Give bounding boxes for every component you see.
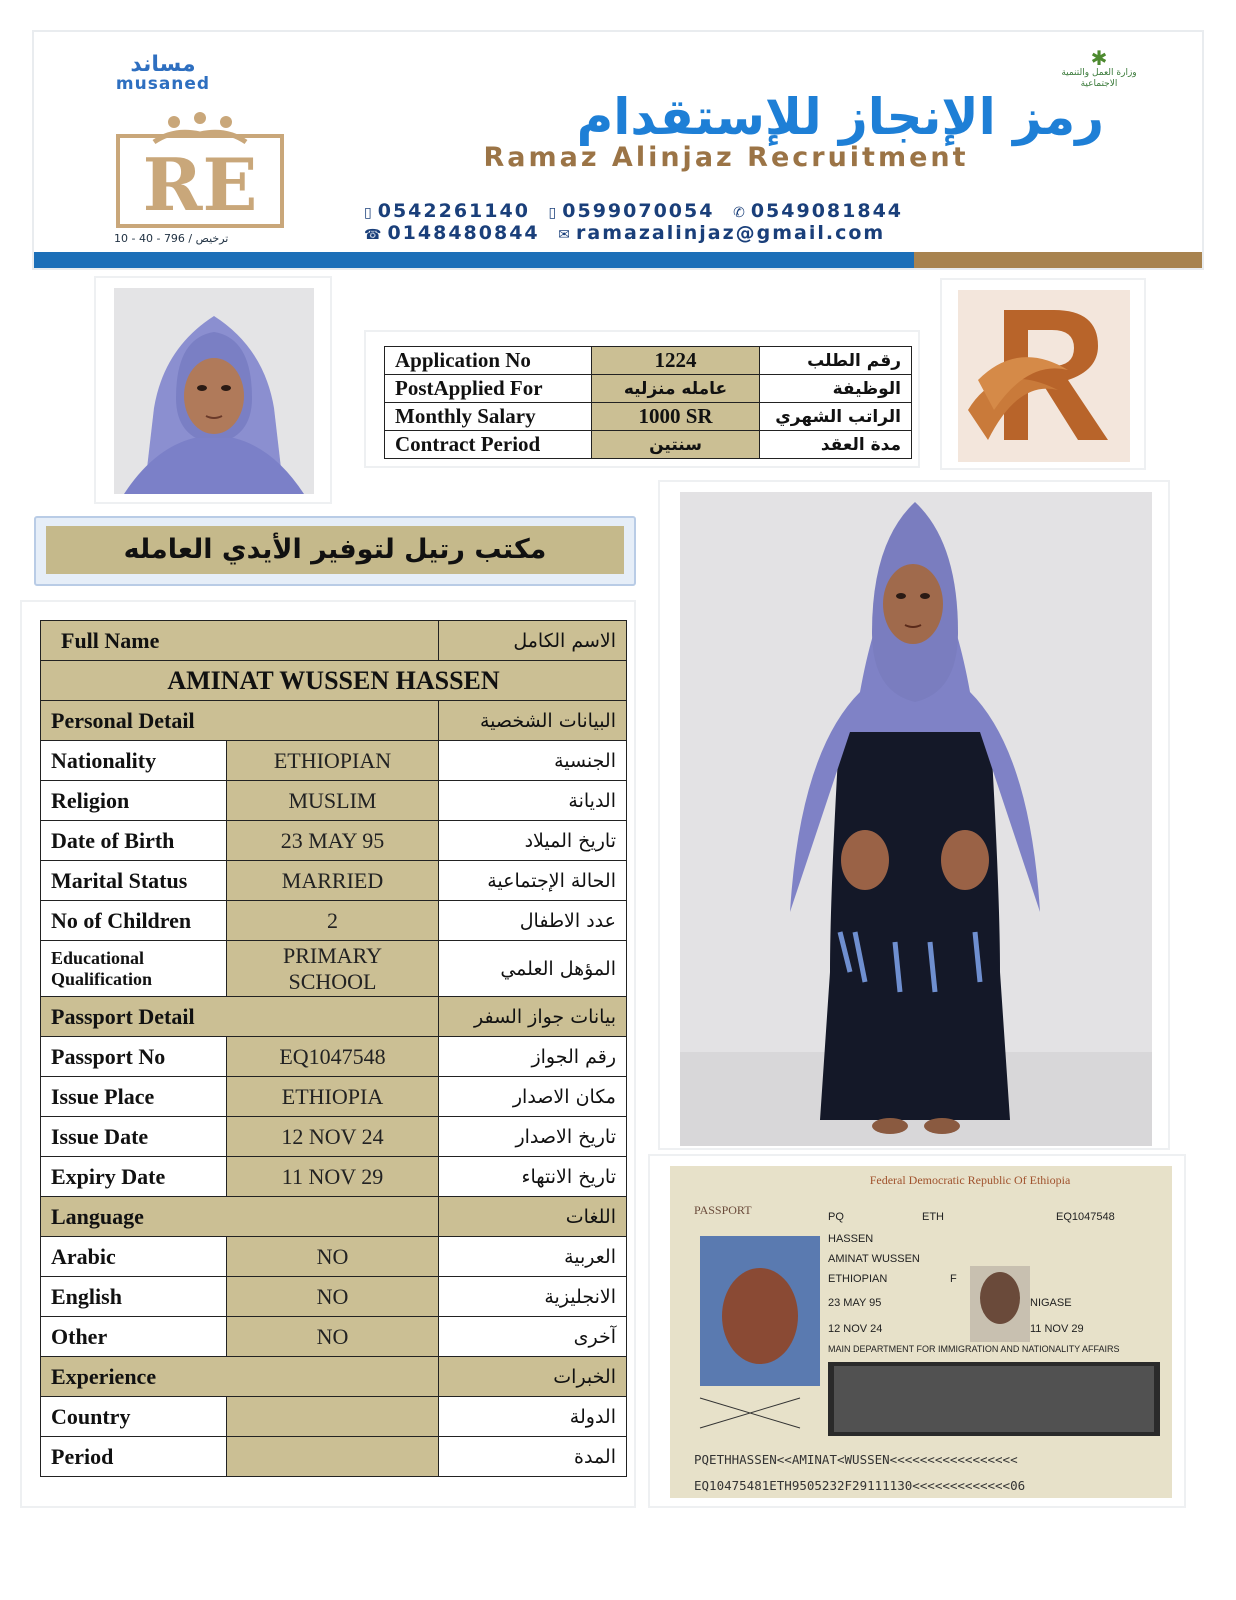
period-label: Period xyxy=(41,1437,227,1477)
marital-status-label-ar: الحالة الإجتماعية xyxy=(439,861,627,901)
company-name-en: Ramaz Alinjaz Recruitment xyxy=(483,142,969,173)
english-value: NO xyxy=(227,1277,439,1317)
period-label-ar: المدة xyxy=(439,1437,627,1477)
header-banner xyxy=(32,30,1204,270)
table-row xyxy=(41,1237,627,1277)
table-row xyxy=(41,1037,627,1077)
country-label: Country xyxy=(41,1397,227,1437)
full-name-label-ar: الاسم الكامل xyxy=(439,621,627,661)
banner-blue-bar xyxy=(34,252,914,268)
banner-tan-bar xyxy=(914,252,1202,268)
nationality-value: ETHIOPIAN xyxy=(227,741,439,781)
phone-numbers xyxy=(354,200,1104,222)
education-label xyxy=(41,941,227,997)
nationality-label-ar: الجنسية xyxy=(439,741,627,781)
issue-place-label-ar: مكان الاصدار xyxy=(439,1077,627,1117)
passport-mrz-line2: EQ10475481ETH9505232F29111130<<<<<<<<<<<<<06 xyxy=(694,1478,1026,1493)
issue-date-label-ar: تاريخ الاصدار xyxy=(439,1117,627,1157)
passport-scan-frame xyxy=(648,1154,1186,1508)
issue-place-label: Issue Place xyxy=(41,1077,227,1117)
passport-place-of-birth: NIGASE xyxy=(1030,1297,1072,1309)
email-icon: ✉ xyxy=(558,227,573,243)
passport-country-code: ETH xyxy=(922,1211,944,1223)
personal-detail-label: Personal Detail xyxy=(41,701,439,741)
passport-surname: HASSEN xyxy=(828,1233,874,1245)
ministry-name: وزارة العمل والتنمية الاجتماعية xyxy=(1061,68,1137,89)
religion-value: MUSLIM xyxy=(227,781,439,821)
period-value xyxy=(227,1437,439,1477)
contract-period-label-ar: مدة العقد xyxy=(760,431,912,459)
language-header xyxy=(41,1197,627,1237)
table-row xyxy=(41,1277,627,1317)
passport-number: EQ1047548 xyxy=(1056,1211,1115,1223)
passport-issue: 12 NOV 24 xyxy=(828,1323,883,1335)
monthly-salary-label-ar: الراتب الشهري xyxy=(760,403,912,431)
experience-label-ar: الخبرات xyxy=(439,1357,627,1397)
experience-header xyxy=(41,1357,627,1397)
company-name-ar: رمز الإنجاز للإستقدام xyxy=(576,88,1104,146)
table-row xyxy=(41,861,627,901)
table-row xyxy=(41,941,627,997)
mobile-icon: ▯ xyxy=(364,205,374,221)
table-row xyxy=(41,741,627,781)
children-label: No of Children xyxy=(41,901,227,941)
marital-status-label: Marital Status xyxy=(41,861,227,901)
education-value-line2: SCHOOL xyxy=(288,968,377,994)
passport-no-label: Passport No xyxy=(41,1037,227,1077)
table-row xyxy=(41,901,627,941)
table-row xyxy=(41,1117,627,1157)
application-info-box xyxy=(364,330,920,468)
passport-detail-label-ar: بيانات جواز السفر xyxy=(439,997,627,1037)
education-label-ar: المؤهل العلمي xyxy=(439,941,627,997)
re-logo-letters: RE xyxy=(142,142,258,227)
education-label-line2: Qualification xyxy=(51,968,153,989)
application-no-value: 1224 xyxy=(592,347,760,375)
telephone-icon: ☎ xyxy=(364,227,384,243)
english-label: English xyxy=(41,1277,227,1317)
passport-scan xyxy=(670,1166,1172,1498)
office-title: مكتب رتيل لتوفير الأيدي العامله xyxy=(46,526,624,574)
passport-nationality: ETHIOPIAN xyxy=(828,1273,888,1285)
palm-icon: ✱ xyxy=(1090,46,1108,70)
portrait-photo-frame xyxy=(94,276,332,504)
english-label-ar: الانجليزية xyxy=(439,1277,627,1317)
phone-2: 0599070054 xyxy=(562,200,715,222)
arabic-label: Arabic xyxy=(41,1237,227,1277)
musaned-logo-ar: مساند xyxy=(130,52,196,77)
ministry-logo xyxy=(1044,48,1154,90)
education-label-line1: Educational xyxy=(51,947,145,968)
expiry-date-value: 11 NOV 29 xyxy=(227,1157,439,1197)
full-name-header-row xyxy=(41,621,627,661)
post-applied-label: PostApplied For xyxy=(385,375,592,403)
arabic-value: NO xyxy=(227,1237,439,1277)
passport-no-value: EQ1047548 xyxy=(227,1037,439,1077)
table-row xyxy=(385,375,912,403)
contract-period-value: سنتين xyxy=(592,431,760,459)
issue-place-value: ETHIOPIA xyxy=(227,1077,439,1117)
passport-expiry: 11 NOV 29 xyxy=(1030,1323,1084,1335)
full-name-row xyxy=(41,661,627,701)
nationality-label: Nationality xyxy=(41,741,227,781)
application-no-label: Application No xyxy=(385,347,592,375)
table-row xyxy=(41,1317,627,1357)
issue-date-value: 12 NOV 24 xyxy=(227,1117,439,1157)
date-of-birth-label: Date of Birth xyxy=(41,821,227,861)
issue-date-label: Issue Date xyxy=(41,1117,227,1157)
office-banner xyxy=(34,516,636,586)
application-table xyxy=(384,346,912,459)
table-row xyxy=(41,1397,627,1437)
passport-given-names: AMINAT WUSSEN xyxy=(828,1253,920,1265)
mobile-icon: ▯ xyxy=(548,205,559,221)
worker-details-box xyxy=(20,600,636,1508)
musaned-logo xyxy=(98,54,228,93)
re-logo xyxy=(114,112,286,228)
landline: 0148480844 xyxy=(387,222,540,244)
table-row xyxy=(385,403,912,431)
application-no-label-ar: رقم الطلب xyxy=(760,347,912,375)
table-row xyxy=(385,431,912,459)
full-name-label: Full Name xyxy=(41,621,439,661)
education-value-line1: PRIMARY xyxy=(282,943,383,969)
license-number: ترخيص / 796 - 40 - 10 xyxy=(114,232,229,245)
personal-detail-label-ar: البيانات الشخصية xyxy=(439,701,627,741)
other-language-label: Other xyxy=(41,1317,227,1357)
musaned-logo-en: musaned xyxy=(115,74,211,94)
date-of-birth-label-ar: تاريخ الميلاد xyxy=(439,821,627,861)
passport-type: PQ xyxy=(828,1211,844,1223)
religion-label: Religion xyxy=(41,781,227,821)
passport-sex: F xyxy=(950,1273,957,1285)
passport-label: PASSPORT xyxy=(694,1203,752,1217)
passport-detail-label: Passport Detail xyxy=(41,997,439,1037)
table-row xyxy=(41,781,627,821)
table-row xyxy=(41,1157,627,1197)
full-body-photo-frame xyxy=(658,480,1170,1150)
personal-detail-header xyxy=(41,701,627,741)
expiry-date-label: Expiry Date xyxy=(41,1157,227,1197)
contract-period-label: Contract Period xyxy=(385,431,592,459)
phone-1: 0542261140 xyxy=(377,200,530,222)
full-name-value: AMINAT WUSSEN HASSEN xyxy=(41,661,627,701)
education-value xyxy=(227,941,439,997)
country-value xyxy=(227,1397,439,1437)
contact-line xyxy=(354,222,1104,244)
table-row xyxy=(41,1437,627,1477)
passport-mrz-line1: PQETHHASSEN<<AMINAT<WUSSEN<<<<<<<<<<<<<<<<< xyxy=(694,1452,1018,1467)
passport-authority: MAIN DEPARTMENT FOR IMMIGRATION AND NATIONALITY AFFAIRS xyxy=(828,1344,1120,1354)
monthly-salary-value: 1000 SR xyxy=(592,403,760,431)
table-row xyxy=(41,821,627,861)
r-logo xyxy=(958,290,1130,462)
r-logo-frame xyxy=(940,278,1146,470)
passport-detail-header xyxy=(41,997,627,1037)
post-applied-value: عامله منزليه xyxy=(592,375,760,403)
language-label-ar: اللغات xyxy=(439,1197,627,1237)
date-of-birth-value: 23 MAY 95 xyxy=(227,821,439,861)
arabic-label-ar: العربية xyxy=(439,1237,627,1277)
worker-details-table xyxy=(40,620,627,1477)
expiry-date-label-ar: تاريخ الانتهاء xyxy=(439,1157,627,1197)
email: ramazalinjaz@gmail.com xyxy=(576,222,886,244)
passport-no-label-ar: رقم الجواز xyxy=(439,1037,627,1077)
experience-label: Experience xyxy=(41,1357,439,1397)
children-label-ar: عدد الاطفال xyxy=(439,901,627,941)
other-language-label-ar: آخرى xyxy=(439,1317,627,1357)
other-language-value: NO xyxy=(227,1317,439,1357)
country-label-ar: الدولة xyxy=(439,1397,627,1437)
marital-status-value: MARRIED xyxy=(227,861,439,901)
phone-3: 0549081844 xyxy=(750,200,904,222)
full-body-photo xyxy=(680,492,1152,1146)
children-value: 2 xyxy=(227,901,439,941)
post-applied-label-ar: الوظيفة xyxy=(760,375,912,403)
table-row xyxy=(41,1077,627,1117)
portrait-photo xyxy=(114,288,314,494)
religion-label-ar: الديانة xyxy=(439,781,627,821)
table-row xyxy=(385,347,912,375)
language-label: Language xyxy=(41,1197,439,1237)
passport-header: Federal Democratic Republic Of Ethiopia xyxy=(869,1173,1071,1187)
whatsapp-icon: ✆ xyxy=(733,205,747,221)
passport-dob: 23 MAY 95 xyxy=(828,1297,882,1309)
monthly-salary-label: Monthly Salary xyxy=(385,403,592,431)
